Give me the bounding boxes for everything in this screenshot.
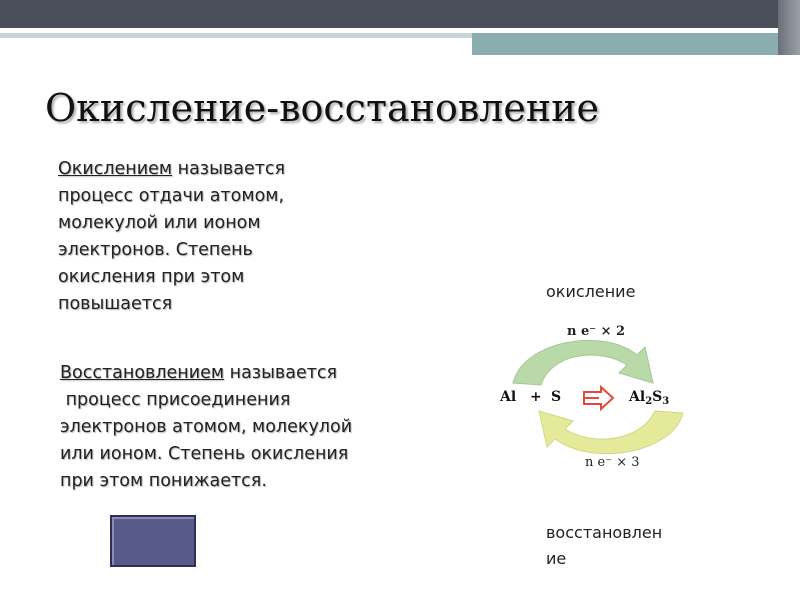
oxidation-line-6: повышается <box>58 294 173 314</box>
product-al: Al <box>629 389 646 405</box>
slide-title: Окисление-восстановление <box>45 86 600 130</box>
plus-sign: + <box>530 389 542 405</box>
product-subscript-2: 3 <box>662 396 670 407</box>
nav-button[interactable] <box>110 515 196 567</box>
oxidation-line-1: называется <box>172 159 286 179</box>
product-subscript-1: 2 <box>645 396 653 407</box>
oxidation-line-3: молекулой или ионом <box>58 213 261 233</box>
reduction-arrow <box>539 411 683 454</box>
top-electron-label: n e⁻ × 2 <box>567 324 626 339</box>
oxidation-arrow <box>513 340 653 385</box>
redox-cycle-diagram <box>495 315 695 475</box>
reduction-definition <box>60 360 352 495</box>
reduction-label <box>546 520 696 572</box>
reduction-line-4: или ионом. Степень окисления <box>60 444 349 464</box>
header-divider <box>0 28 800 32</box>
reduction-line-1: называется <box>224 363 338 383</box>
bottom-electron-label: n e⁻ × 3 <box>585 455 640 470</box>
header-accent-block <box>472 33 800 55</box>
reduction-line-3: электронов атомом, молекулой <box>60 417 353 437</box>
reduction-line-2: процесс присоединения <box>60 390 291 410</box>
product-formula <box>628 389 669 407</box>
oxidation-term: Окислением <box>58 159 173 179</box>
oxidation-definition <box>58 156 285 318</box>
oxidation-label: окисление <box>546 282 636 301</box>
reactant-s: S <box>551 389 562 405</box>
reduction-label-part-1: восстановлен <box>546 523 663 542</box>
slide-edge-shadow <box>778 0 800 55</box>
oxidation-line-5: окисления при этом <box>58 267 245 287</box>
reduction-term: Восстановлением <box>60 363 225 383</box>
oxidation-line-2: процесс отдачи атомом, <box>58 186 285 206</box>
reduction-line-5: при этом понижается. <box>60 471 267 491</box>
reactant-al: Al <box>500 389 517 405</box>
product-s: S <box>652 389 663 405</box>
reaction-arrow <box>584 387 613 409</box>
oxidation-line-4: электронов. Степень <box>58 240 253 260</box>
reduction-label-part-2: ие <box>546 549 567 568</box>
header-bar <box>0 0 800 28</box>
header-accent-line <box>0 33 472 38</box>
